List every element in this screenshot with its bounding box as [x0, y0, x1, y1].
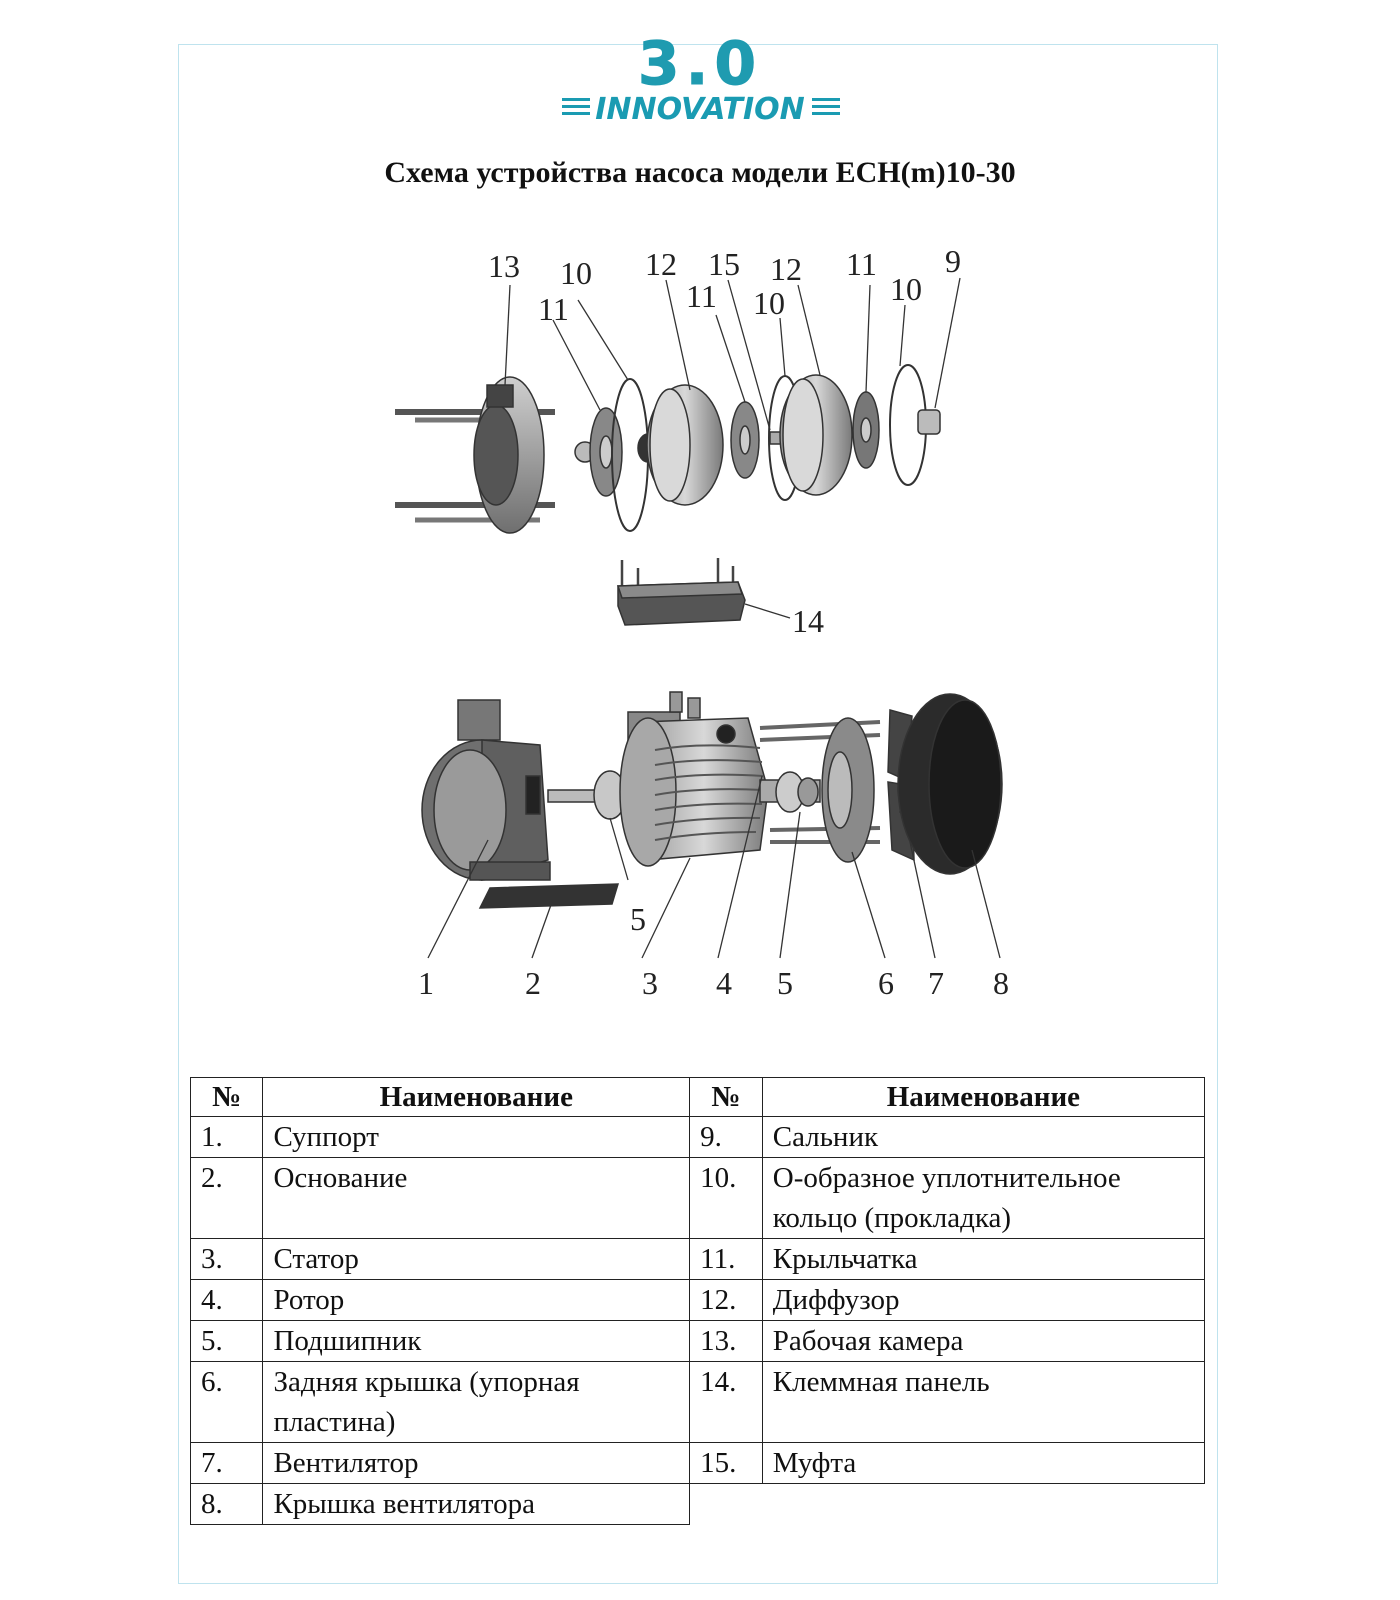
- callout-15: 15: [708, 246, 740, 282]
- part-name: Основание: [263, 1158, 690, 1239]
- top-callouts: [488, 243, 961, 327]
- table-row: [191, 1321, 1205, 1362]
- part-num: 9.: [690, 1117, 763, 1158]
- table-row: [191, 1362, 1205, 1443]
- part-num: 1.: [191, 1117, 263, 1158]
- callout-11c: 11: [846, 246, 877, 282]
- parts-table: [190, 1077, 1205, 1525]
- table-row: [191, 1484, 1205, 1525]
- callout-8: 8: [993, 965, 1009, 1001]
- callout-5-upper: 5: [630, 901, 646, 937]
- part-name: Крышка вентилятора: [263, 1484, 690, 1525]
- header-num-left: №: [191, 1078, 263, 1117]
- part-name: Диффузор: [762, 1280, 1204, 1321]
- part-name: Суппорт: [263, 1117, 690, 1158]
- header-num-right: №: [690, 1078, 763, 1117]
- logo-word: INNOVATION: [595, 92, 805, 127]
- part-name: Задняя крышка (упорная пластина): [263, 1362, 690, 1443]
- part-num: 15.: [690, 1443, 763, 1484]
- part-num: 3.: [191, 1239, 263, 1280]
- callout-2: 2: [525, 965, 541, 1001]
- part-num: 10.: [690, 1158, 763, 1239]
- callout-12a: 12: [645, 246, 677, 282]
- part-name: Крыльчатка: [762, 1239, 1204, 1280]
- table-row: [191, 1158, 1205, 1239]
- callout-6: 6: [878, 965, 894, 1001]
- header-name-right: Наименование: [762, 1078, 1204, 1117]
- callout-12b: 12: [770, 251, 802, 287]
- part-name: Ротор: [263, 1280, 690, 1321]
- callout-5: 5: [777, 965, 793, 1001]
- part-name: Клеммная панель: [762, 1362, 1204, 1443]
- callout-11a: 11: [538, 291, 569, 327]
- table-row: [191, 1239, 1205, 1280]
- top-assembly: [395, 365, 940, 533]
- page-title: Схема устройства насоса модели ECH(m)10-30: [384, 156, 1016, 189]
- part-name: Муфта: [762, 1443, 1204, 1484]
- part-num: 7.: [191, 1443, 263, 1484]
- part-name: Рабочая камера: [762, 1321, 1204, 1362]
- part-num: 13.: [690, 1321, 763, 1362]
- part-num: 8.: [191, 1484, 263, 1525]
- table-header-row: [191, 1078, 1205, 1117]
- part-name: Сальник: [762, 1117, 1204, 1158]
- motor-assembly: [422, 692, 1002, 908]
- callout-10b: 10: [753, 285, 785, 321]
- part-num: 12.: [690, 1280, 763, 1321]
- part-num: 11.: [690, 1239, 763, 1280]
- part-name: Статор: [263, 1239, 690, 1280]
- callout-10a: 10: [560, 255, 592, 291]
- callout-9: 9: [945, 243, 961, 279]
- part-name: Подшипник: [263, 1321, 690, 1362]
- callout-1: 1: [418, 965, 434, 1001]
- part-num: 6.: [191, 1362, 263, 1443]
- callout-7: 7: [928, 965, 944, 1001]
- part-num: 4.: [191, 1280, 263, 1321]
- part-name: Вентилятор: [263, 1443, 690, 1484]
- callout-13: 13: [488, 248, 520, 284]
- bottom-callouts: [418, 901, 1009, 1001]
- callout-10c: 10: [890, 271, 922, 307]
- part-num: 5.: [191, 1321, 263, 1362]
- callout-3: 3: [642, 965, 658, 1001]
- callout-14: 14: [792, 603, 824, 639]
- table-row: [191, 1280, 1205, 1321]
- part-num: 2.: [191, 1158, 263, 1239]
- part-name: О-образное уплотнительное кольцо (прокладка): [762, 1158, 1204, 1239]
- logo-number: 3.0: [637, 29, 763, 99]
- terminal-panel: [618, 558, 790, 625]
- callout-4: 4: [716, 965, 732, 1001]
- empty-cell: [690, 1484, 763, 1525]
- callout-11b: 11: [686, 278, 717, 314]
- part-num: 14.: [690, 1362, 763, 1443]
- table-row: [191, 1443, 1205, 1484]
- empty-cell: [762, 1484, 1204, 1525]
- table-row: [191, 1117, 1205, 1158]
- header-name-left: Наименование: [263, 1078, 690, 1117]
